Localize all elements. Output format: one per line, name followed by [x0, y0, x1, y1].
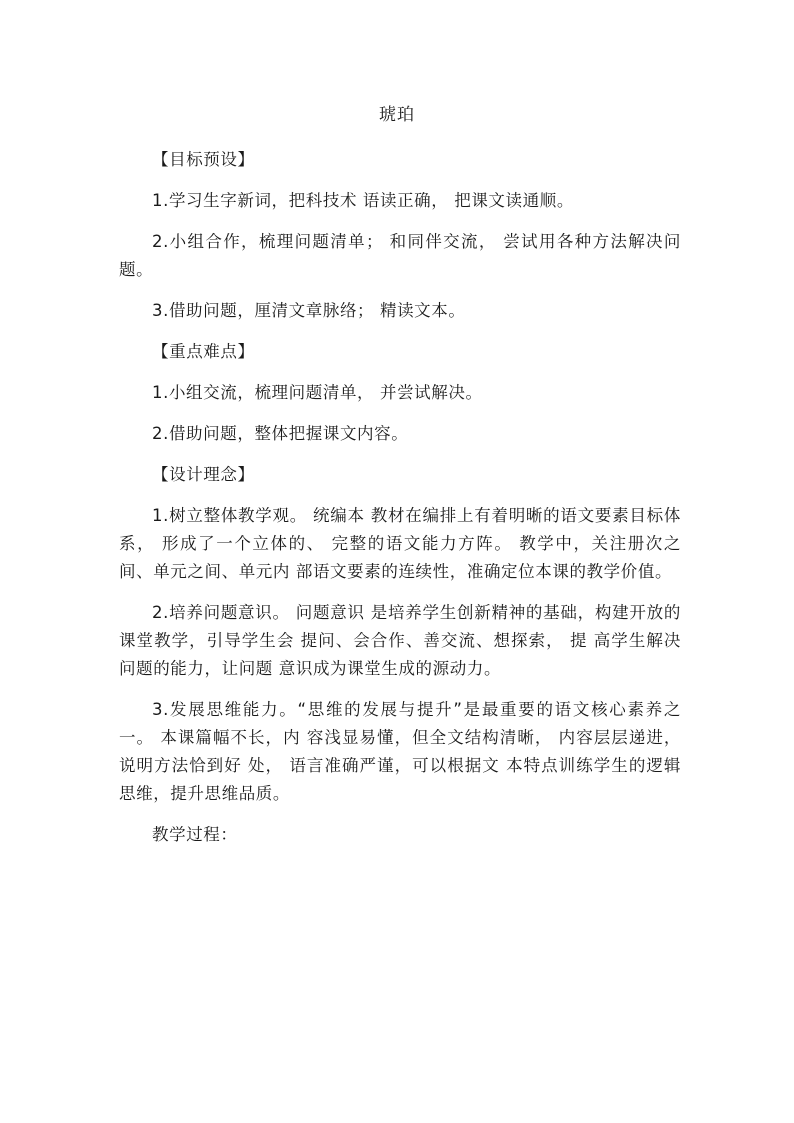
document-body	[119, 146, 681, 862]
design-concept-item-2: 2.培养问题意识。 问题意识 是培养学生创新精神的基础，构建开放的课堂教学，引导学生会 提问、会合作、善交流、想探索， 提 高学生解决问题的能力，让问题 意识成为课堂生成的源动力。	[119, 603, 681, 678]
key-point-item-2: 2.借助问题，整体把握课文内容。	[152, 424, 409, 443]
key-point-item-1: 1.小组交流，梳理问题清单， 并尝试解决。	[152, 383, 483, 402]
goal-item-3: 3.借助问题，厘清文章脉络； 精读文本。	[152, 301, 466, 320]
document-title: 琥珀	[379, 105, 415, 125]
design-concept-item-3: 3.发展思维能力。“思维的发展与提升”是最重要的语文核心素养之一。 本课篇幅不长，内 容浅显易懂，但全文结构清晰， 内容层层递进，说明方法恰到好 处， 语言准确严谨，可以根据文 本特点训练学生的逻辑思维，提升思维品质。	[119, 700, 681, 803]
section-heading-key-points: 【重点难点】	[152, 342, 255, 361]
goal-item-2: 2.小组合作，梳理问题清单； 和同伴交流， 尝试用各种方法解决问题。	[119, 232, 681, 279]
design-concept-item-1: 1.树立整体教学观。 统编本 教材在编排上有着明晰的语文要素目标体系， 形成了一个立体的、 完整的语文能力方阵。 教学中，关注册次之间、单元之间、单元内 部语文要素的连续性，准确定位本课的教学价值。	[119, 506, 681, 581]
goal-item-1: 1.学习生字新词，把科技术 语读正确， 把课文读通顺。	[152, 191, 574, 210]
section-heading-design-concept: 【设计理念】	[152, 465, 255, 484]
teaching-process-heading: 教学过程：	[152, 825, 238, 844]
section-heading-goals: 【目标预设】	[152, 150, 255, 169]
